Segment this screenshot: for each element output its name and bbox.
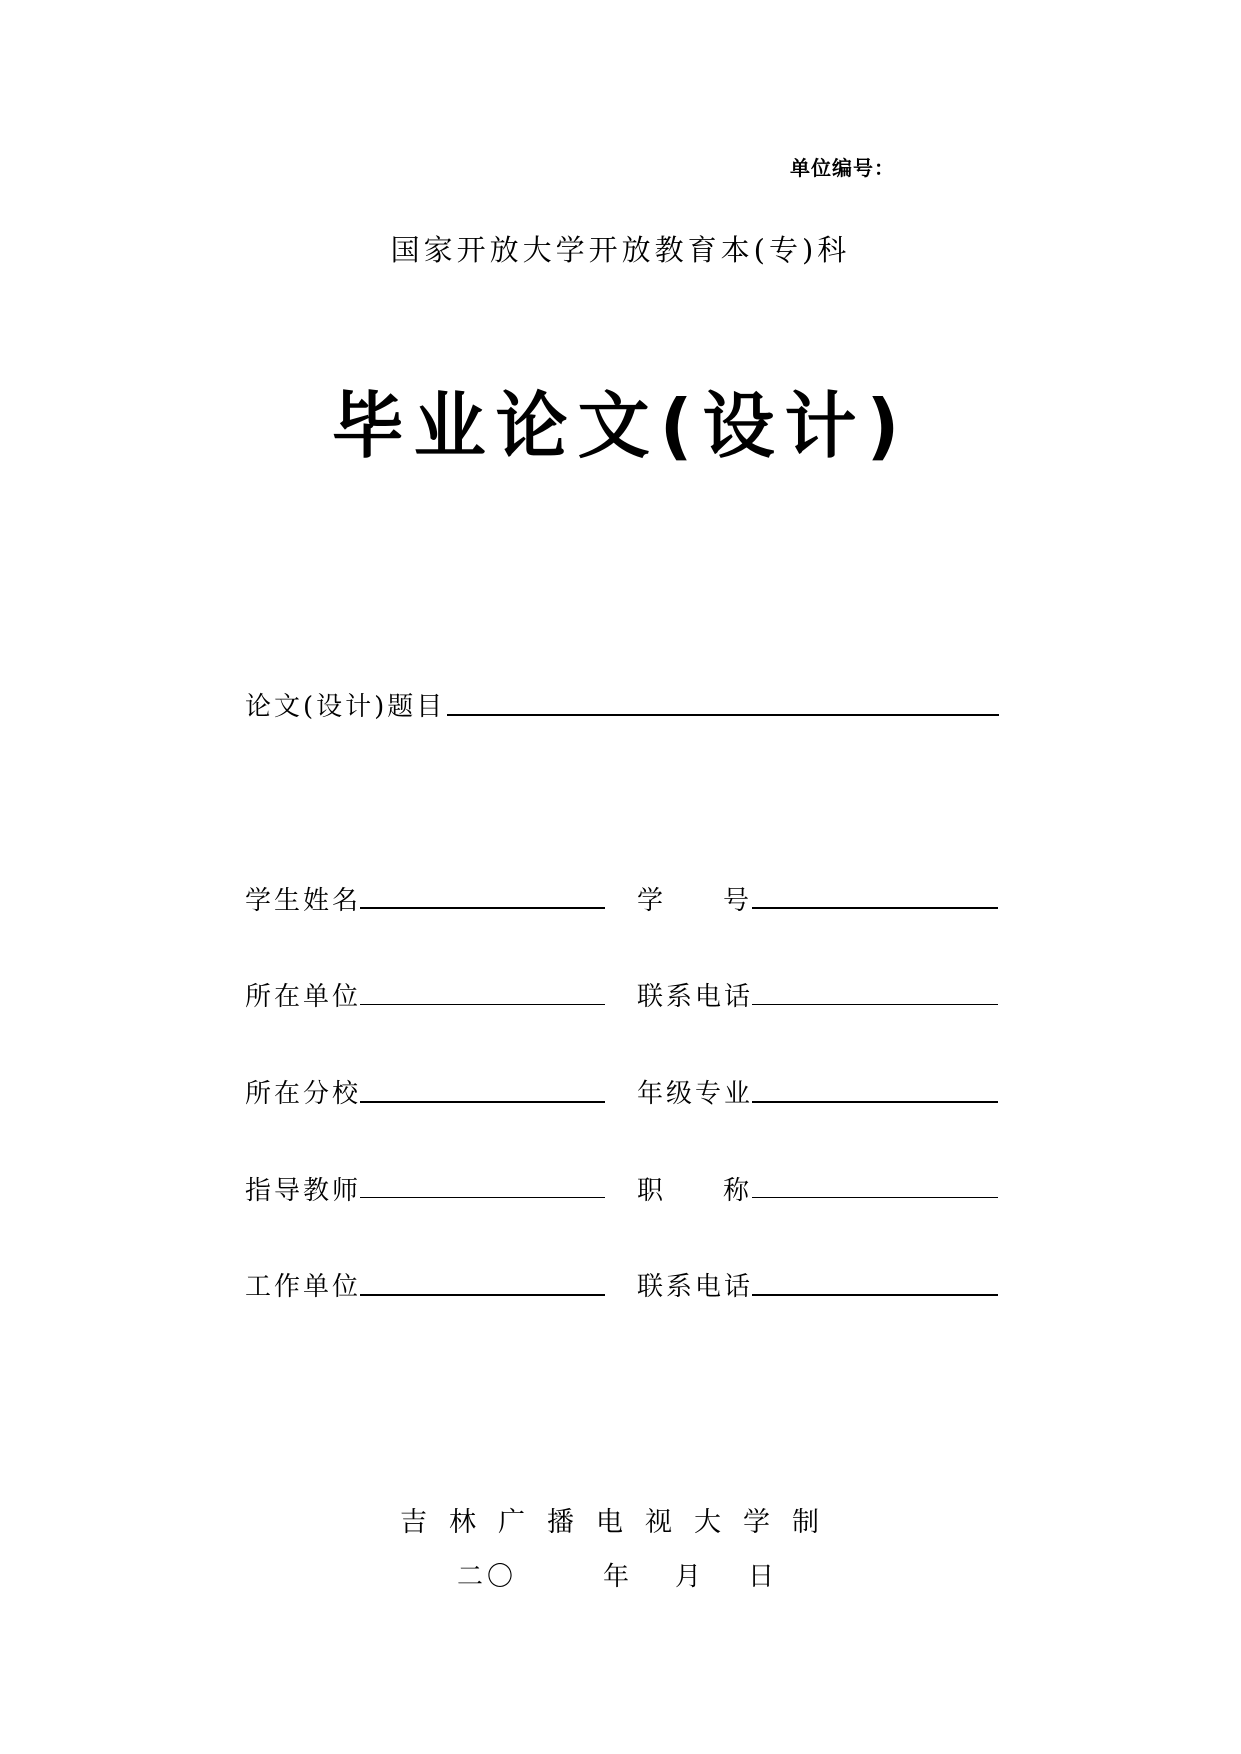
affiliation-label: 所在单位 bbox=[245, 982, 362, 1012]
student-name-label: 学生姓名 bbox=[245, 886, 362, 916]
document-title: 毕业论文(设计) bbox=[331, 384, 910, 468]
grade-major-label: 年级专业 bbox=[637, 1079, 754, 1109]
contact-phone-2-field[interactable] bbox=[752, 1294, 998, 1296]
title-rank-label-char-2: 称 bbox=[723, 1176, 753, 1206]
date-day-label: 日 bbox=[748, 1562, 775, 1592]
contact-phone-2-label: 联系电话 bbox=[637, 1272, 754, 1302]
work-unit-field[interactable] bbox=[360, 1294, 605, 1296]
title-rank-field[interactable] bbox=[752, 1197, 998, 1198]
student-id-label-char-1: 学 bbox=[637, 886, 667, 916]
title-rank-label-char-1: 职 bbox=[637, 1176, 667, 1206]
advisor-field[interactable] bbox=[360, 1197, 605, 1198]
affiliation-field[interactable] bbox=[360, 1004, 605, 1005]
date-month-label: 月 bbox=[675, 1562, 702, 1592]
work-unit-label: 工作单位 bbox=[245, 1272, 362, 1302]
thesis-topic-field[interactable] bbox=[447, 714, 999, 716]
advisor-label: 指导教师 bbox=[245, 1176, 362, 1206]
branch-school-label: 所在分校 bbox=[245, 1079, 362, 1109]
contact-phone-1-label: 联系电话 bbox=[637, 982, 754, 1012]
student-id-label-char-2: 号 bbox=[723, 886, 753, 916]
thesis-topic-label: 论文(设计)题目 bbox=[245, 692, 446, 722]
branch-school-field[interactable] bbox=[360, 1101, 605, 1103]
grade-major-field[interactable] bbox=[752, 1101, 998, 1103]
date-year-prefix: 二〇 bbox=[457, 1562, 518, 1592]
program-subtitle: 国家开放大学开放教育本(专)科 bbox=[390, 233, 851, 267]
student-id-field[interactable] bbox=[752, 907, 998, 909]
issuing-institution: 吉林广播电视大学制 bbox=[400, 1507, 841, 1538]
student-name-field[interactable] bbox=[360, 907, 605, 909]
unit-number-label: 单位编号： bbox=[790, 156, 895, 180]
date-year-label: 年 bbox=[603, 1562, 630, 1592]
contact-phone-1-field[interactable] bbox=[752, 1004, 998, 1005]
